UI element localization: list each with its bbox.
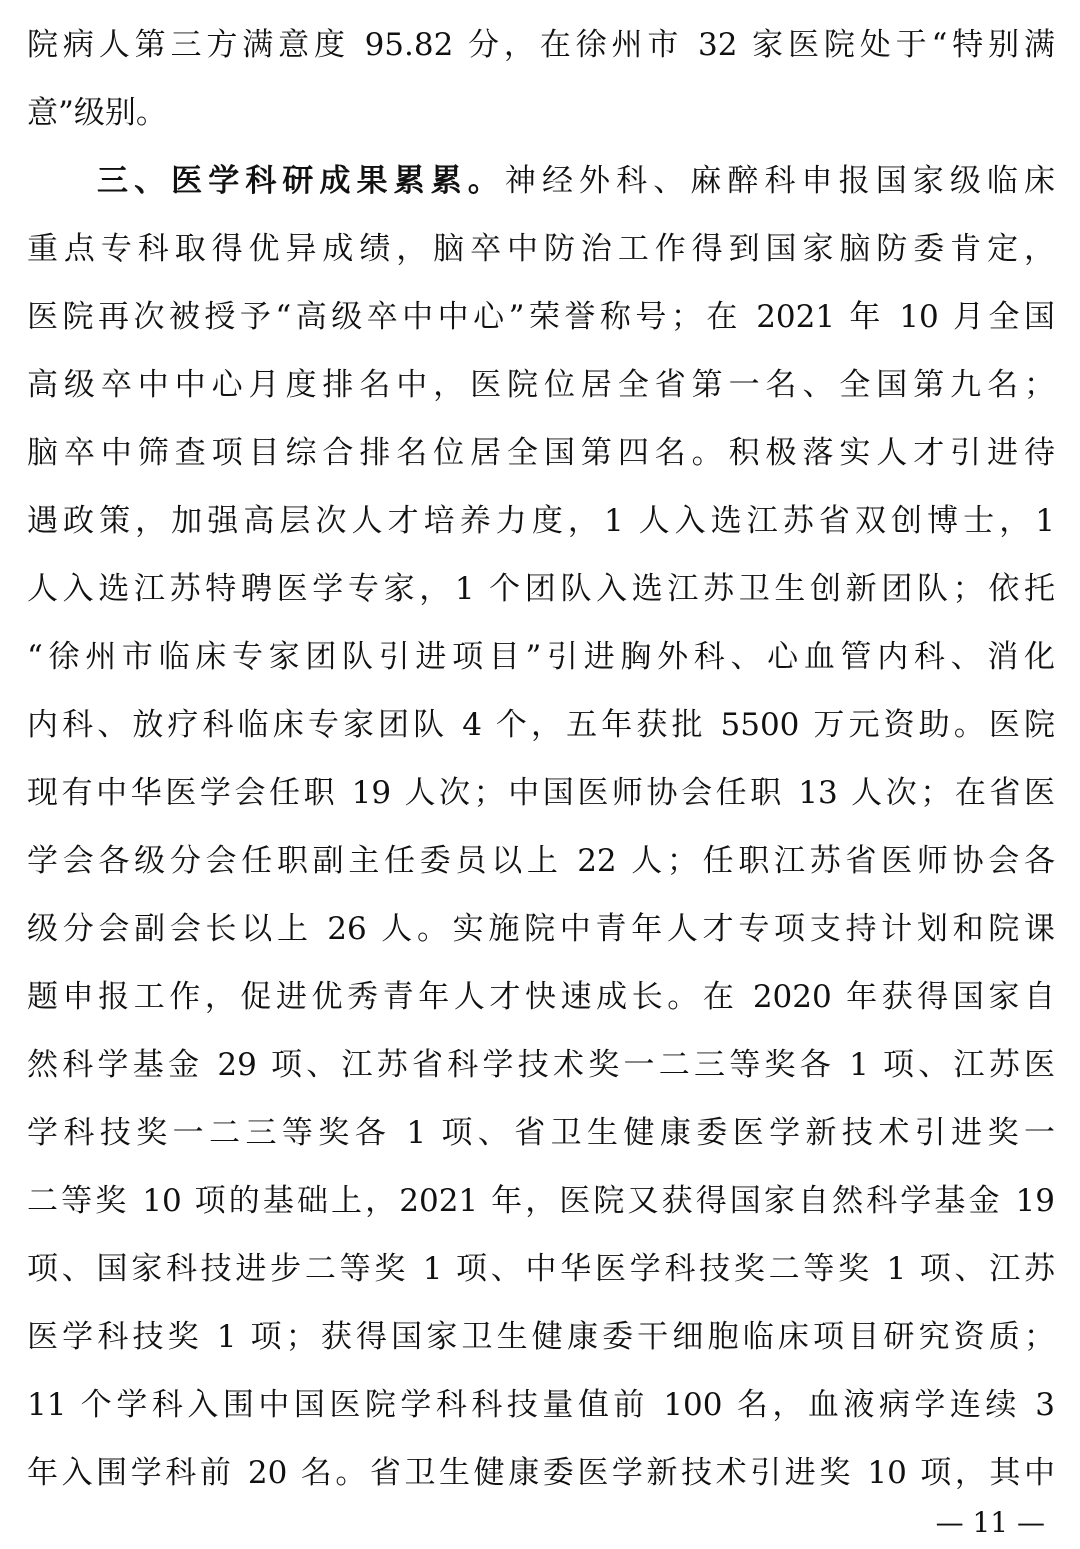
- text-line: 意”级别。: [27, 95, 167, 131]
- page-number: — 11 —: [935, 1506, 1045, 1539]
- text-line: 项、国家科技进步二等奖 1 项、中华医学科技奖二等奖 1 项、江苏: [27, 1251, 1055, 1287]
- section-heading: 三、医学科研成果累累。: [97, 163, 505, 199]
- text-line: 高级卒中中心月度排名中，医院位居全省第一名、全国第九名；: [27, 367, 1055, 403]
- text-line: 年入围学科前 20 名。省卫生健康委医学新技术引进奖 10 项，其中: [27, 1455, 1055, 1491]
- text-line: 内科、放疗科临床专家团队 4 个，五年获批 5500 万元资助。医院: [27, 707, 1055, 743]
- section-paragraph-start: [97, 147, 1055, 215]
- text-line: 11 个学科入围中国医院学科科技量值前 100 名，血液病学连续 3: [27, 1387, 1055, 1423]
- text-line: 题申报工作，促进优秀青年人才快速成长。在 2020 年获得国家自: [27, 979, 1055, 1015]
- text-line: 然科学基金 29 项、江苏省科学技术奖一二三等奖各 1 项、江苏医: [27, 1047, 1055, 1083]
- text-line: 重点专科取得优异成绩，脑卒中防治工作得到国家脑防委肯定，: [27, 231, 1055, 267]
- text-line: 医学科技奖 1 项；获得国家卫生健康委干细胞临床项目研究资质；: [27, 1319, 1055, 1355]
- text-line: 二等奖 10 项的基础上，2021 年，医院又获得国家自然科学基金 19: [27, 1183, 1055, 1219]
- text-line: 遇政策，加强高层次人才培养力度，1 人入选江苏省双创博士，1: [27, 503, 1055, 539]
- text-line: “徐州市临床专家团队引进项目”引进胸外科、心血管内科、消化: [27, 639, 1055, 675]
- text-line: 院病人第三方满意度 95.82 分，在徐州市 32 家医院处于“特别满: [27, 27, 1055, 63]
- text-line: 学会各级分会任职副主任委员以上 22 人；任职江苏省医师协会各: [27, 843, 1055, 879]
- text-line: 神经外科、麻醉科申报国家级临床: [504, 163, 1056, 199]
- text-line: 学科技奖一二三等奖各 1 项、省卫生健康委医学新技术引进奖一: [27, 1115, 1055, 1151]
- text-line: 医院再次被授予“高级卒中中心”荣誉称号；在 2021 年 10 月全国: [27, 299, 1055, 335]
- text-line: 级分会副会长以上 26 人。实施院中青年人才专项支持计划和院课: [27, 911, 1055, 947]
- text-line: 现有中华医学会任职 19 人次；中国医师协会任职 13 人次；在省医: [27, 775, 1055, 811]
- text-line: 脑卒中筛查项目综合排名位居全国第四名。积极落实人才引进待: [27, 435, 1055, 471]
- text-line: 人入选江苏特聘医学专家，1 个团队入选江苏卫生创新团队；依托: [27, 571, 1055, 607]
